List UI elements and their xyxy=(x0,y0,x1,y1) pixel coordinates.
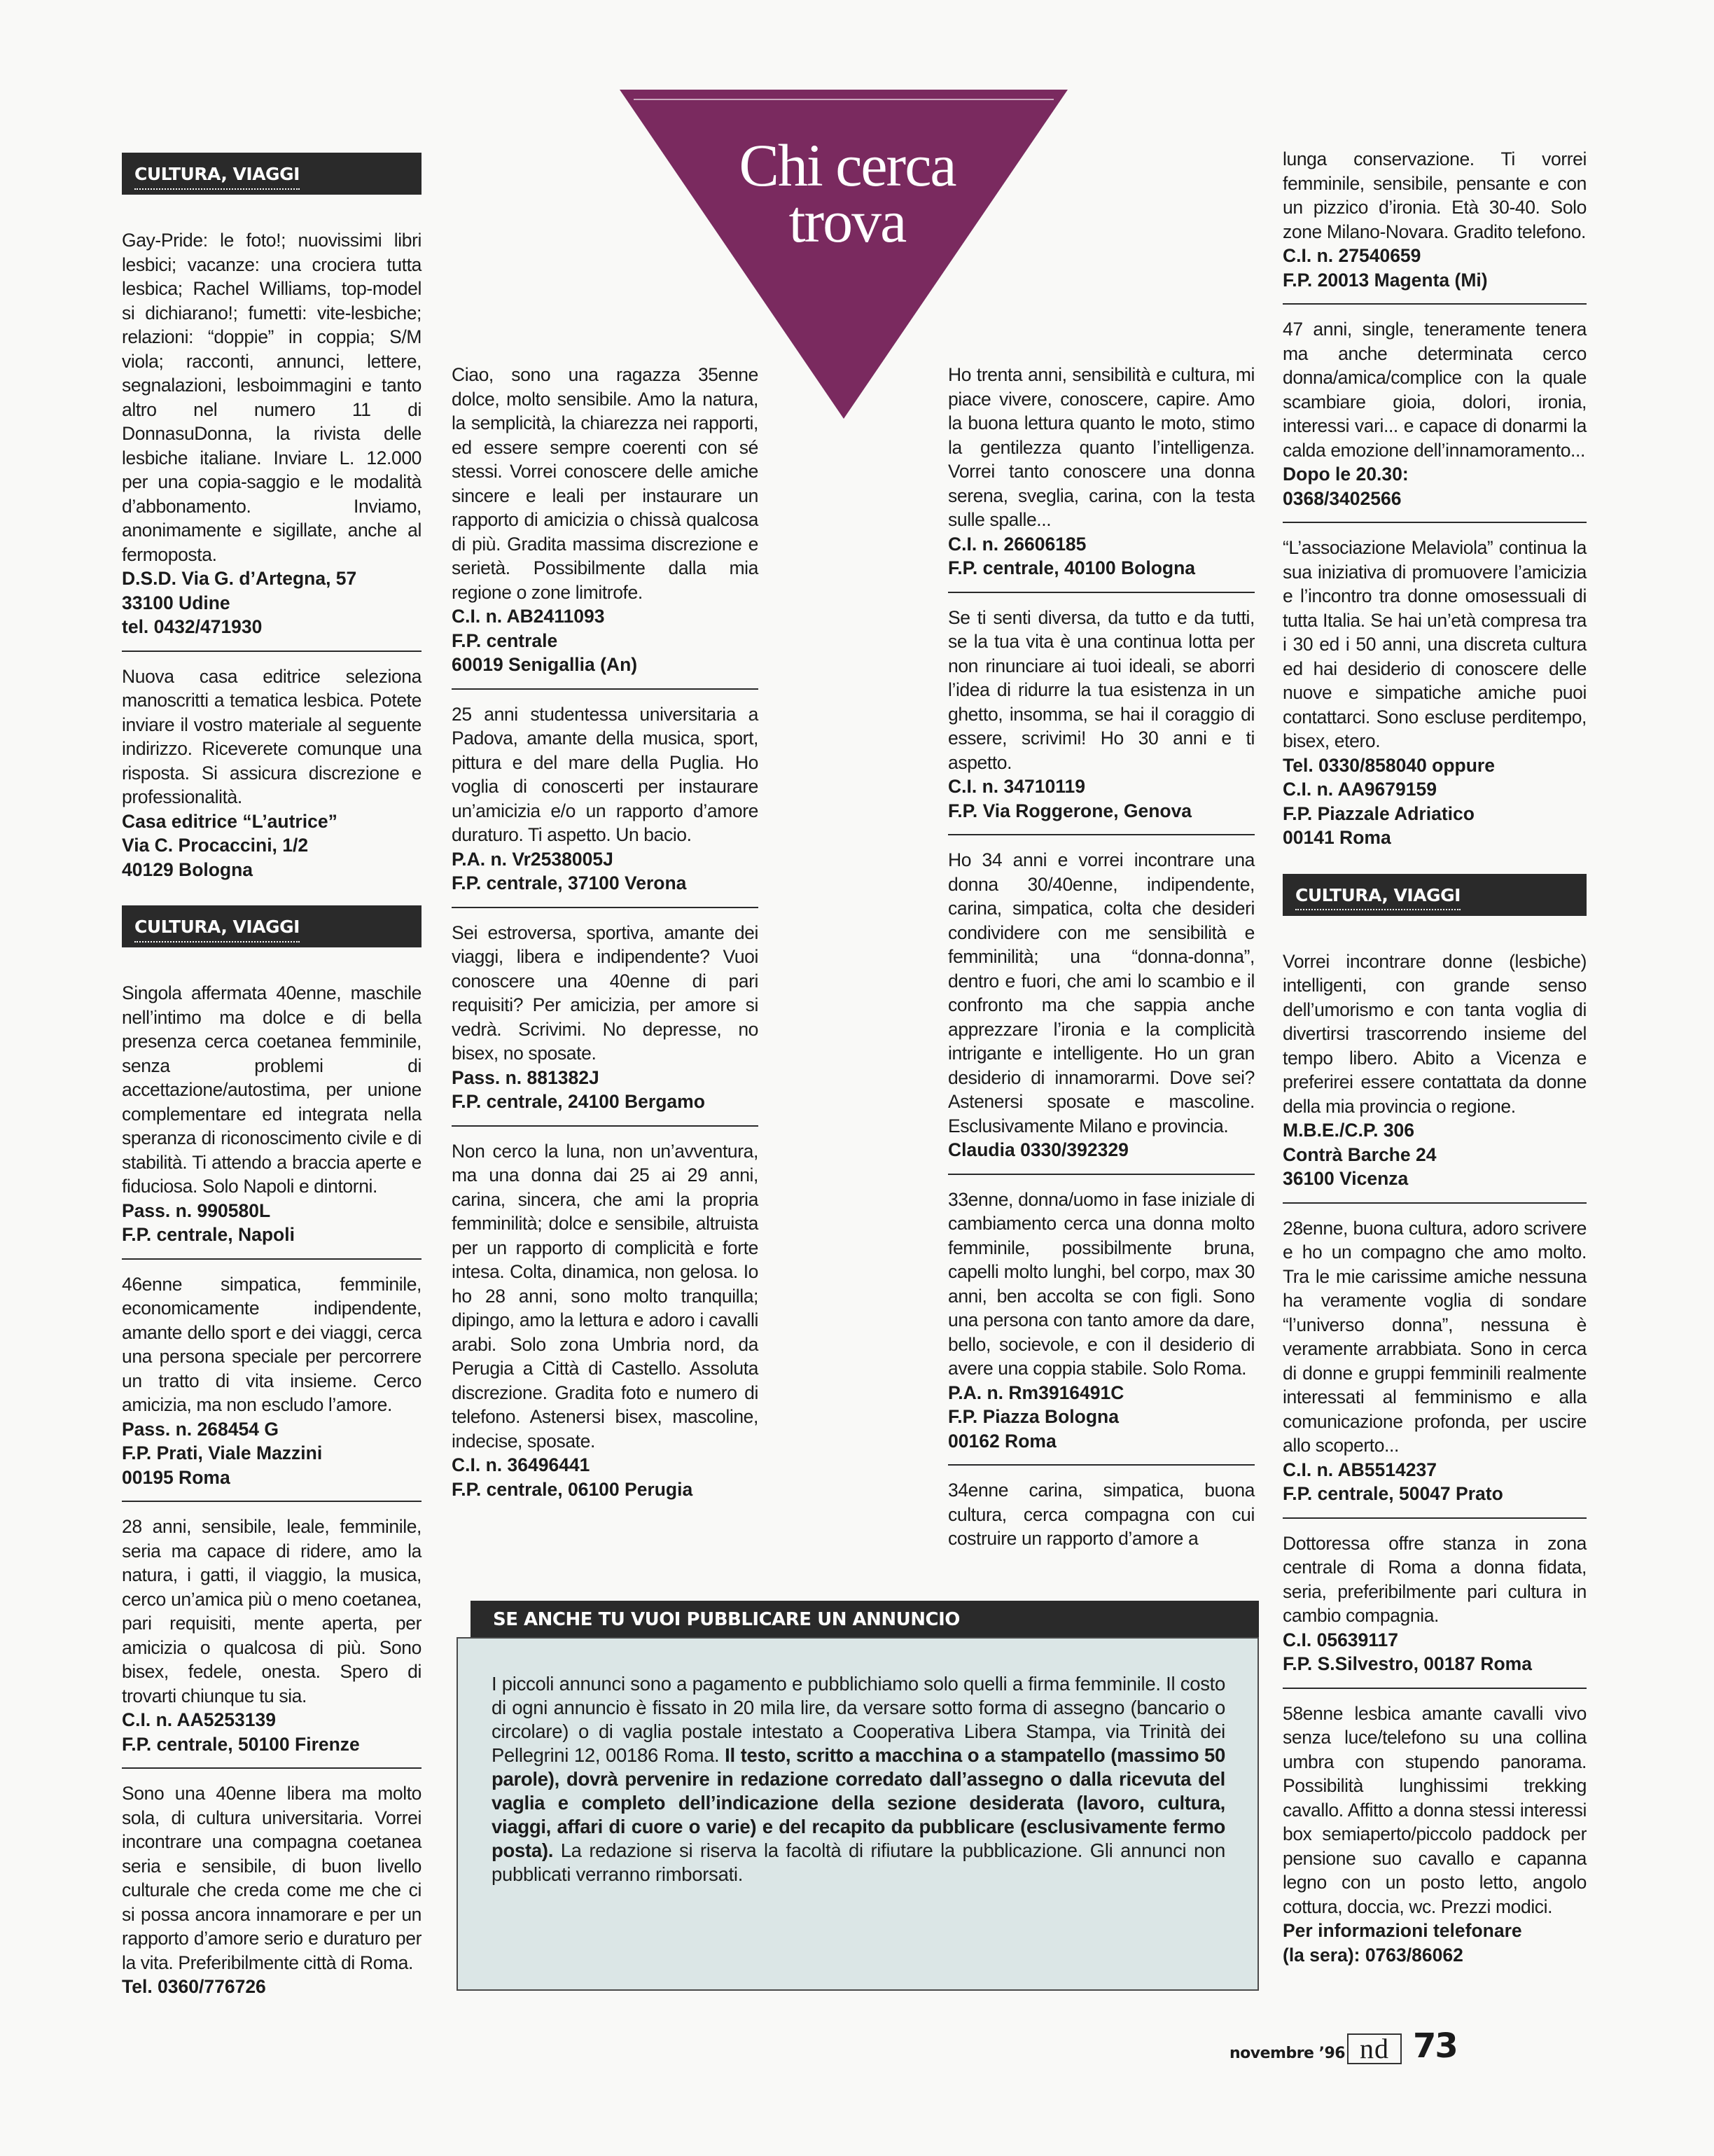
classified-ad xyxy=(122,981,421,1260)
ad-contact: D.S.D. Via G. d’Artegna, 57 33100 Udine tel. 0432/471930 xyxy=(122,568,357,637)
classified-ad xyxy=(948,606,1255,836)
classified-ad xyxy=(948,1188,1255,1466)
classified-ad xyxy=(948,848,1255,1175)
ad-contact: C.I. n. 27540659 F.P. 20013 Magenta (Mi) xyxy=(1283,245,1488,291)
ad-contact: C.I. 05639117 F.P. S.Silvestro, 00187 Roma xyxy=(1283,1629,1532,1674)
ad-contact: M.B.E./C.P. 306 Contrà Barche 24 36100 Vicenza xyxy=(1283,1120,1437,1189)
ad-text: Sei estroversa, sportiva, amante dei viaggi, libera e indipendente? Vuoi conoscere una 40enne di pari requisiti? Per amicizia, per amore si vedrà. Scrivimi. No depresse, no bisex, no sposate. xyxy=(452,921,758,1064)
classified-ad xyxy=(1283,950,1587,1204)
ad-contact: Per informazioni telefonare (la sera): 0763/86062 xyxy=(1283,1920,1522,1966)
classified-ad xyxy=(948,1478,1255,1562)
classified-ad xyxy=(1283,536,1587,861)
classified-ad xyxy=(122,1781,421,2010)
ad-contact: C.I. n. 34710119 F.P. Via Roggerone, Genova xyxy=(948,776,1192,821)
classified-ad xyxy=(122,665,421,893)
ad-contact: Casa editrice “L’autrice” Via C. Procaccini, 1/2 40129 Bologna xyxy=(122,810,337,880)
issue-date: novembre ’96 xyxy=(1229,2045,1346,2062)
ad-text: 34enne carina, simpatica, buona cultura, cerca compagna con cui costruire un rapporto d’amore a xyxy=(948,1480,1255,1549)
ad-text: Nuova casa editrice seleziona manoscritti a tematica lesbica. Potete inviare il vostro materiale al seguente indirizzo. Riceverete comunque una risposta. Si assicura discrezione e professionalità. xyxy=(122,665,421,807)
classified-ad xyxy=(122,228,421,652)
ad-text: lunga conservazione. Ti vorrei femminile, sensibile, pensante e con un pizzico d’ironia. Età 30-40. Solo zone Milano-Novara. Gradito telefono. xyxy=(1283,148,1587,242)
title-line-1: Chi cerca xyxy=(739,132,956,199)
ad-text: 58enne lesbica amante cavalli vivo senza luce/telefono su una collina umbra con stupendo panorama. Possibilità lunghissimi trekking cavallo. Affitto a donna stessi interessi box semiaperto/piccolo paddock per pensione suo cavallo e capanna legno con un posto letto, angolo cottura, doccia, wc. Prezzi modici. xyxy=(1283,1702,1587,1917)
info-box-text: I piccoli annunci sono a pagamento e pubblichiamo solo quelli a firma femminile. Il costo di ogni annuncio è fissato in 20 mila lire, da versare sotto forma di assegno (bancario o circolare) o di vaglia postale intestato a Cooperativa Libera Stampa, via Trinità dei Pellegrini 12, 00186 Roma. Il testo, scritto a macchina o a stampatello (massimo 50 parole), dovrà pervenire in redazione corredato dall’assegno o dalla ricevuta del vaglia e completo dell’indicazione della sezione desiderata (lavoro, cultura, viaggi, affari di cuore o varie) e del recapito da pubblicare (esclusivamente fermo posta). La redazione si riserva la facoltà di rifiutare la pubblicazione. Gli annunci non pubblicati verranno rimborsati. xyxy=(492,1673,1225,1885)
classified-ad xyxy=(1283,1702,1587,1979)
ad-contact: Tel. 0330/858040 oppure C.I. n. AA9679159 F.P. Piazzale Adriatico 00141 Roma xyxy=(1283,754,1495,848)
column-3 xyxy=(948,363,1255,1575)
page-title xyxy=(651,132,1043,255)
ad-contact: C.I. n. 26606185 F.P. centrale, 40100 Bologna xyxy=(948,533,1196,578)
classified-ad xyxy=(452,1139,758,1513)
ad-contact: Pass. n. 881382J F.P. centrale, 24100 Bergamo xyxy=(452,1066,705,1112)
ad-text: Non cerco la luna, non un’avventura, ma una donna dai 25 ai 29 anni, carina, sincera, che ami la propria femminilità; dolce e sensibile, altruista per un rapporto di complicità e forte intesa. Colta, dinamica, non gelosa. Io ho 28 anni, sono molto tranquilla; dipingo, amo la lettura e adoro i cavalli arabi. Solo zona Umbria nord, da Perugia a Città di Castello. Assoluta discrezione. Gradita foto e numero di telefono. Astenersi bisex, mascoline, indecise, sposate. xyxy=(452,1140,758,1452)
ad-contact: Tel. 0360/776726 xyxy=(122,1976,266,1997)
classified-ad xyxy=(1283,1531,1587,1689)
ad-text: 46enne simpatica, femminile, economicamente indipendente, amante dello sport e dei viaggi, cerca una persona speciale per percorrere un tratto di vita insieme. Cerco amicizia, ma non escludo l’amore. xyxy=(122,1273,421,1415)
ad-contact: Claudia 0330/392329 xyxy=(948,1139,1129,1160)
ad-text: Vorrei incontrare donne (lesbiche) intelligenti, con grande senso dell’umorismo e con tanta voglia di divertirsi trascorrendo insieme del tempo libero. Abito a Vicenza e preferirei essere contattata da donne della mia provincia o regione. xyxy=(1283,950,1587,1117)
ad-text: Ciao, sono una ragazza 35enne dolce, molto sensibile. Amo la natura, la semplicità, la chiarezza nei rapporti, ed essere sempre coerenti con sé stessi. Vorrei conoscere delle amiche sincere e leali per instaurare un rapporto di amicizia o chissà qualcosa di più. Gradita massima discrezione e serietà. Possibilmente dalla mia regione o zone limitrofe. xyxy=(452,364,758,603)
ad-contact: P.A. n. Vr2538005J F.P. centrale, 37100 Verona xyxy=(452,848,687,893)
ad-text: Gay-Pride: le foto!; nuovissimi libri lesbici; vacanze: una crociera tutta lesbica; Rachel Williams, top-model si dichiarano!; fumetti: vite-lesbiche; relazioni: “doppie” in coppia; S/M viola; racconti, annunci, lettere, segnalazioni, lesboimmagini e tanto altro nel numero 11 di DonnasuDonna, la rivista delle lesbiche italiane. Inviare L. 12.000 per una copia-saggio e le modalità d’abbonamento. Inviamo, anonimamente e sigillate, anche al fermoposta. xyxy=(122,230,421,565)
info-box-heading: SE ANCHE TU VUOI PUBBLICARE UN ANNUNCIO xyxy=(471,1601,1259,1637)
magazine-logo: nd xyxy=(1347,2033,1402,2064)
ad-text: 33enne, donna/uomo in fase iniziale di cambiamento cerca una donna molto femminile, possibilmente bruna, capelli molto lunghi, bel corpo, max 30 anni, ben accolta se con figli. Sono una persona con tanto amore da dare, bello, socievole, e con il desiderio di avere una coppia stabile. Solo Roma. xyxy=(948,1188,1255,1379)
ad-text: Singola affermata 40enne, maschile nell’intimo ma dolce e di bella presenza cerca coetanea femminile, senza problemi di accettazione/autostima, per unione complementare ed integrata nella speranza di riconoscimento civile e di stabilità. Ti attendo a braccia aperte e fiduciosa. Solo Napoli e dintorni. xyxy=(122,982,421,1197)
classified-ad xyxy=(1283,317,1587,523)
ad-text: Sono una 40enne libera ma molto sola, di cultura universitaria. Vorrei incontrare una compagna coetanea seria e sensibile, di buon livello culturale che creda come me che ci si possa ancora innamorare e per un rapporto d’amore serio e duraturo per la vita. Preferibilmente città di Roma. xyxy=(122,1783,421,1973)
section-header-cultura-viaggi: CULTURA, VIAGGI xyxy=(122,905,421,947)
ad-text: 25 anni studentessa universitaria a Padova, amante della musica, sport, pittura e del mare della Puglia. Ho voglia di conoscerti per instaurare un’amicizia e/o un rapporto d’amore duraturo. Ti aspetto. Un bacio. xyxy=(452,703,758,845)
background-ghost-text xyxy=(504,105,538,258)
ad-contact: C.I. n. AB2411093 F.P. centrale 60019 Senigallia (An) xyxy=(452,606,638,675)
ad-text: Ho 34 anni e vorrei incontrare una donna 30/40enne, indipendente, carina, simpatica, colta che desideri condividere con me sensibilità e femminilità; una “donna-donna”, dentro e fuori, che ami lo scambio e il confronto ma che sappia anche apprezzare l’ironia e la complicità intrigante e intelligente. Ho un gran desiderio di innamorarmi. Dove sei? Astenersi sposate e mascoline. Esclusivamente Milano e provincia. xyxy=(948,849,1255,1136)
classified-ad xyxy=(1283,1216,1587,1519)
classified-ad xyxy=(452,921,758,1127)
page-footer xyxy=(1229,2026,1496,2071)
ad-text: Ho trenta anni, sensibilità e cultura, mi piace vivere, conoscere, capire. Amo la buona lettura quanto le moto, stimo la gentilezza quanto l’intelligenza. Vorrei tanto conoscere una donna serena, sveglia, carina, con la testa sulle spalle... xyxy=(948,364,1255,530)
title-line-2: trova xyxy=(788,188,906,255)
column-1 xyxy=(122,153,421,2023)
ad-text: 47 anni, single, teneramente tenera ma anche determinata cerco donna/amica/complice con la quale scambiare gioia, dolori, ironia, interessi vari... e capace di donarmi la calda emozione dell’innamoramento... xyxy=(1283,319,1587,461)
ad-contact: P.A. n. Rm3916491C F.P. Piazza Bologna 00162 Roma xyxy=(948,1382,1124,1452)
ad-text: Dottoressa offre stanza in zona centrale di Roma a donna fidata, seria, preferibilmente pari cultura in cambio compagnia. xyxy=(1283,1532,1587,1626)
ad-text: Se ti senti diversa, da tutto e da tutti, se la tua vita è una continua lotta per non rinunciare ai tuoi ideali, se aborri l’idea di ridurre la tua esistenza in un ghetto, insomma, se hai il coraggio di essere, scrivimi! Ho 30 anni e ti aspetto. xyxy=(948,606,1255,773)
info-box xyxy=(457,1637,1259,1991)
classified-ad xyxy=(452,363,758,690)
classified-ad xyxy=(1283,147,1587,305)
ad-contact: Dopo le 20.30: 0368/3402566 xyxy=(1283,464,1409,509)
column-2 xyxy=(452,363,758,1525)
ad-contact: C.I. n. AB5514237 F.P. centrale, 50047 Prato xyxy=(1283,1459,1503,1504)
classified-ad xyxy=(122,1515,421,1769)
page-number: 73 xyxy=(1413,2026,1457,2066)
classified-ad xyxy=(452,702,758,908)
section-header-cultura-viaggi: CULTURA, VIAGGI xyxy=(122,153,421,195)
ad-text: 28enne, buona cultura, adoro scrivere e ho un compagno che amo molto. Tra le mie carissime amiche nessuna ha veramente voglia di sondare “l’universo donna”, nessuna è veramente arrabbiata. Sono in cerca di donne e gruppi femminili realmente interessati al femminismo e alla comunicazione profonda, per uscire allo scoperto... xyxy=(1283,1217,1587,1456)
column-4 xyxy=(1283,147,1587,1991)
ad-contact: C.I. n. AA5253139 F.P. centrale, 50100 Firenze xyxy=(122,1709,360,1755)
classified-ad xyxy=(122,1272,421,1503)
classified-ad xyxy=(948,363,1255,593)
section-header-cultura-viaggi: CULTURA, VIAGGI xyxy=(1283,874,1587,916)
ad-text: 28 anni, sensibile, leale, femminile, seria ma capace di ridere, amo la natura, i gatti, il viaggio, la musica, cerco un’amica più o meno coetanea, pari requisiti, mente aperta, per amicizia o qualcosa di più. Sono bisex, fedele, onesta. Spero di trovarti chiunque tu sia. xyxy=(122,1516,421,1706)
ad-contact: C.I. n. 36496441 F.P. centrale, 06100 Perugia xyxy=(452,1454,693,1500)
ad-contact: Pass. n. 990580L F.P. centrale, Napoli xyxy=(122,1199,295,1245)
ad-text: “L’associazione Melaviola” continua la sua iniziativa di promuovere l’amicizia e l’incontro tra donne omosessuali di tutta Italia. Se hai un’età compresa tra i 30 ed i 50 anni, una discreta cultura ed hai desiderio di conoscere delle nuove e simpatiche amiche puoi contattarci. Sono escluse perditempo, bisex, etero. xyxy=(1283,537,1587,751)
info-box-instructions: Il testo, scritto a macchina o a stampatello (massimo 50 parole), dovrà pervenire in redazione corredato dall’assegno o dalla ricevuta del vaglia e completo dell’indicazione della sezione desiderata (lavoro, cultura, viaggi, affari di cuore o varie) e del recapito da pubblicare (esclusivamente fermo posta). xyxy=(492,1744,1225,1861)
ad-contact: Pass. n. 268454 G F.P. Prati, Viale Mazzini 00195 Roma xyxy=(122,1418,323,1488)
